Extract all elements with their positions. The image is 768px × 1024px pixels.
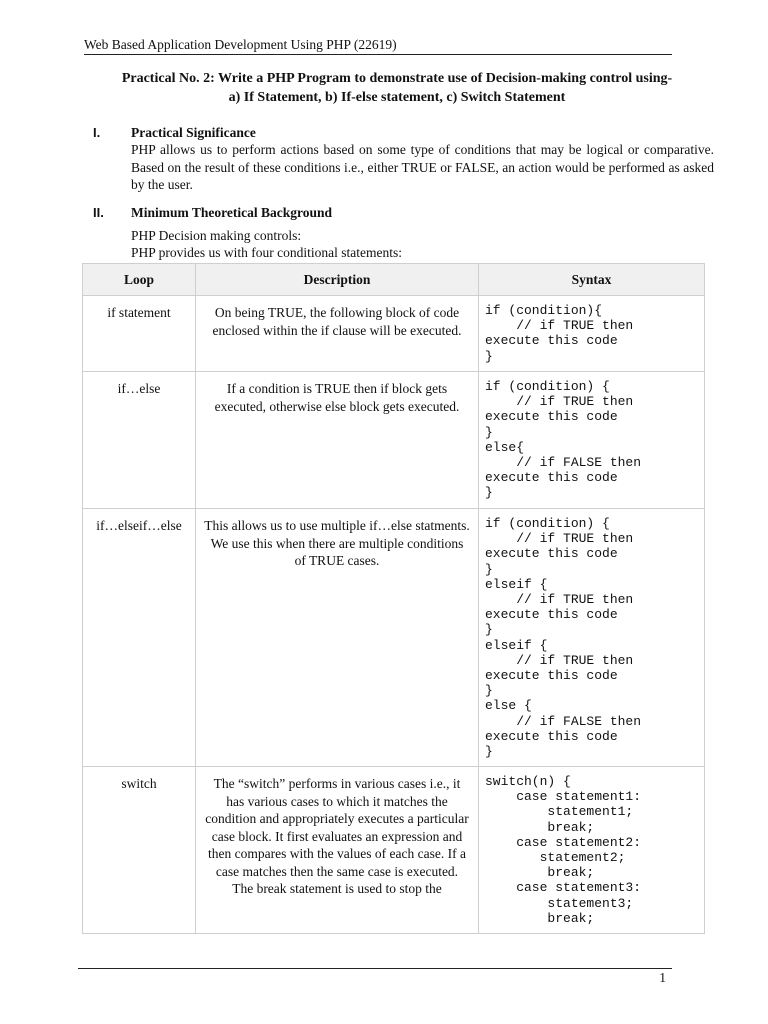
description-cell: This allows us to use multiple if…else statments. We use this when there are multiple conditions of TRUE cases. <box>196 509 479 767</box>
syntax-cell: switch(n) { case statement1: statement1; break; case statement2: statement2; break; case statement3: statement3; break; <box>479 767 705 934</box>
syntax-cell: if (condition) { // if TRUE then execute this code } elseif { // if TRUE then execute this code } elseif { // if TRUE then execute this code } else { // if FALSE then execute this code } <box>479 509 705 767</box>
table-row <box>83 767 705 934</box>
table-row <box>83 509 705 767</box>
syntax-cell: if (condition){ // if TRUE then execute this code } <box>479 296 705 372</box>
loop-cell: switch <box>83 767 196 934</box>
column-header-syntax: Syntax <box>479 264 705 296</box>
running-header: Web Based Application Development Using PHP (22619) <box>84 36 672 55</box>
section-heading: Minimum Theoretical Background <box>131 205 333 220</box>
section-line: PHP provides us with four conditional statements: <box>131 245 402 260</box>
page-number: 1 <box>659 970 666 985</box>
description-cell: The “switch” performs in various cases i.e., it has various cases to which it matches the condition and appropriately executes a particular case block. It first evaluates an expression and then compares with the values of each case. If a case matches then the same case is executed. The break statement is used to stop the <box>196 767 479 934</box>
loop-cell: if…elseif…else <box>83 509 196 767</box>
loop-cell: if…else <box>83 372 196 509</box>
table-header-row <box>83 264 705 296</box>
section-heading: Practical Significance <box>131 125 256 140</box>
syntax-cell: if (condition) { // if TRUE then execute this code } else{ // if FALSE then execute this code } <box>479 372 705 509</box>
column-header-loop: Loop <box>83 264 196 296</box>
practical-title <box>84 69 710 107</box>
table-row <box>83 372 705 509</box>
column-header-description: Description <box>196 264 479 296</box>
decision-controls-table <box>82 263 705 934</box>
title-line-2: a) If Statement, b) If-else statement, c) Switch Statement <box>228 90 566 105</box>
table-row <box>83 296 705 372</box>
loop-cell: if statement <box>83 296 196 372</box>
section-line: PHP Decision making controls: <box>131 228 302 243</box>
section-body: PHP allows us to perform actions based on some type of conditions that may be logical or comparative. Based on the result of these conditions i.e., either TRUE or FALSE, an action would be performed as asked by the user. <box>131 142 714 192</box>
footer-divider <box>78 968 672 969</box>
title-line-1: Practical No. 2: Write a PHP Program to demonstrate use of Decision-making control using- <box>121 71 673 86</box>
section-number: II. <box>93 205 104 220</box>
section-number: I. <box>93 125 101 140</box>
description-cell: If a condition is TRUE then if block gets executed, otherwise else block gets executed. <box>196 372 479 509</box>
description-cell: On being TRUE, the following block of code enclosed within the if clause will be executed. <box>196 296 479 372</box>
